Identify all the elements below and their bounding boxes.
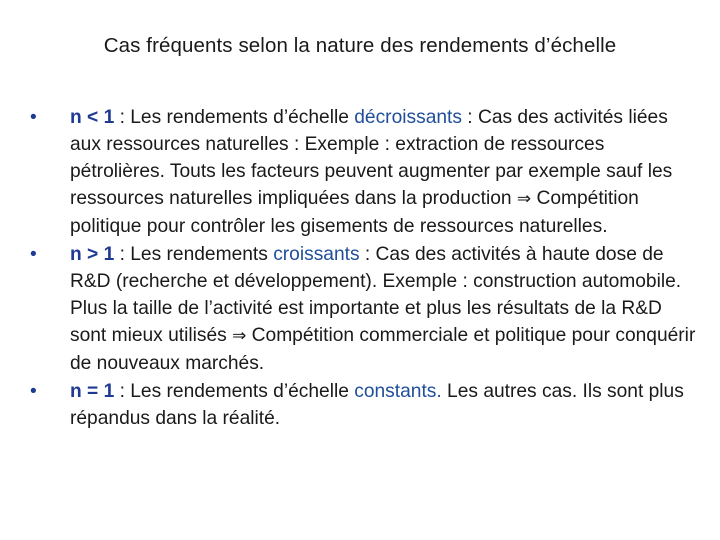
highlight-term: constants. <box>354 381 442 402</box>
bullet-item-constant <box>30 378 700 432</box>
bullet-icon: • <box>30 107 37 128</box>
slide-title: Cas fréquents selon la nature des rendements d’échelle <box>103 34 617 57</box>
implies-arrow-icon: ⇒ <box>232 326 247 346</box>
bullet-list <box>30 104 700 433</box>
bullet-text: Compétition commerciale et politique pour conquérir de nouveaux marchés. <box>70 325 696 374</box>
bullet-text: Compétition politique pour contrôler les gisements de ressources naturelles. <box>70 188 639 237</box>
n-expression: n > 1 <box>70 244 115 265</box>
bullet-text: : Les rendements <box>114 244 274 265</box>
bullet-text: : Les rendements d’échelle <box>114 381 355 402</box>
bullet-icon: • <box>30 381 37 402</box>
bullet-text: Les autres cas. Ils sont plus répandus dans la réalité. <box>70 381 684 429</box>
highlight-term: croissants <box>273 244 360 265</box>
bullet-item-decreasing <box>30 104 700 240</box>
bullet-item-increasing <box>30 241 700 377</box>
n-expression: n = 1 <box>70 381 115 402</box>
bullet-text: : Les rendements d’échelle <box>114 107 355 128</box>
implies-arrow-icon: ⇒ <box>516 189 532 209</box>
n-expression: n < 1 <box>70 107 115 128</box>
bullet-text: : Cas des activités à haute dose de R&D (recherche et développement). Exemple : construction automobile. Plus la taille de l’activité est importante et plus les résultats de la R&D sont mieux utilisés <box>70 244 682 346</box>
bullet-text: : Cas des activités liées aux ressources naturelles : Exemple : extraction de ressources pétrolières. Touts les facteurs peuvent augmenter par exemple sauf les ressources naturelles impliquées dans la production <box>70 107 673 209</box>
bullet-icon: • <box>30 244 37 265</box>
highlight-term: décroissants <box>354 107 462 128</box>
